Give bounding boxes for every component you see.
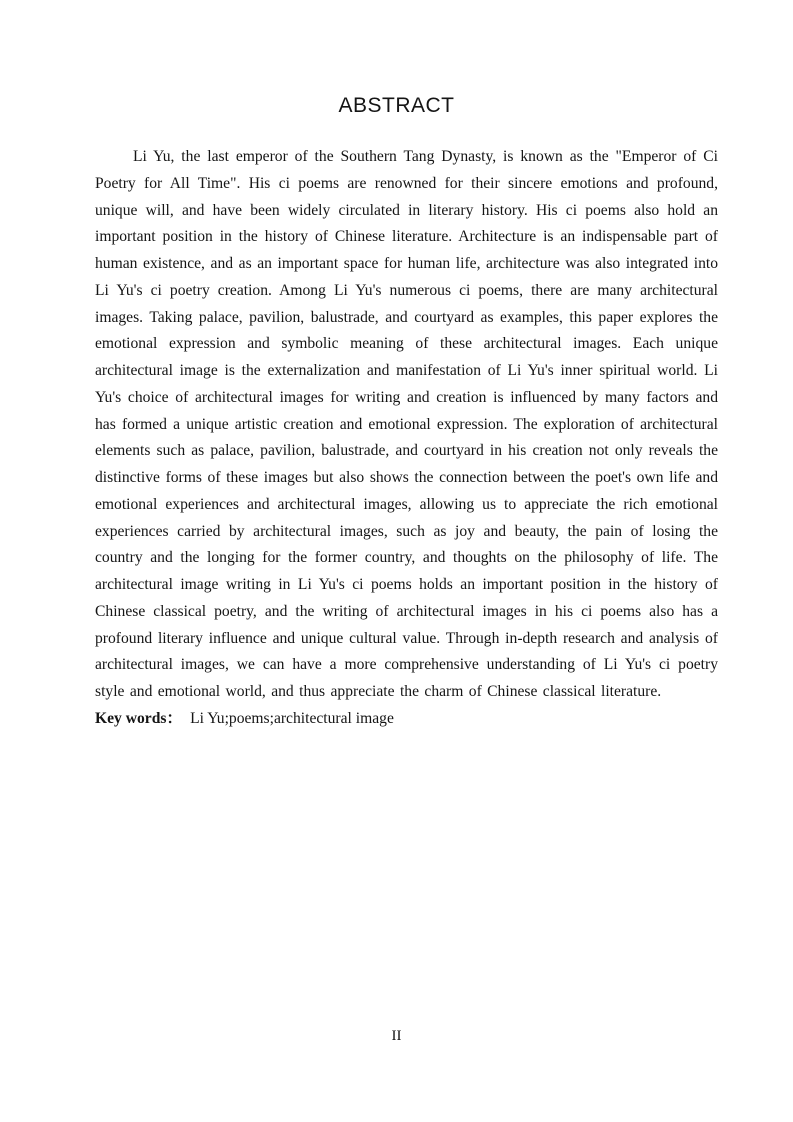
abstract-content bbox=[95, 144, 718, 733]
keywords-value: Li Yu;poems;architectural image bbox=[190, 709, 394, 727]
abstract-paragraph: Li Yu, the last emperor of the Southern Tang Dynasty, is known as the "Emperor of Ci Poetry for All Time". His ci poems are renowned for their sincere emotions and profound, unique will, and have been widely circulated in literary history. His ci poems also hold an important position in the history of Chinese literature. Architecture is an indispensable part of human existence, and as an important space for human life, architecture was also integrated into Li Yu's ci poetry creation. Among Li Yu's numerous ci poems, there are many architectural images. Taking palace, pavilion, balustrade, and courtyard as examples, this paper explores the emotional expression and symbolic meaning of these architectural images. Each unique architectural image is the externalization and manifestation of Li Yu's inner spiritual world. Li Yu's choice of architectural images for writing and creation is influenced by many factors and has formed a unique artistic creation and emotional expression. The exploration of architectural elements such as palace, pavilion, balustrade, and courtyard in his creation not only reveals the distinctive forms of these images but also shows the connection between the poet's own life and emotional experiences and architectural images, allowing us to appreciate the rich emotional experiences carried by architectural images, such as joy and beauty, the pain of losing the country and the longing for the former country, and thoughts on the philosophy of life. The architectural image writing in Li Yu's ci poems holds an important position in the history of Chinese classical poetry, and the writing of architectural images in his ci poems also has a profound literary influence and unique cultural value. Through in-depth research and analysis of architectural images, we can have a more comprehensive understanding of Li Yu's ci poetry style and emotional world, and thus appreciate the charm of Chinese classical literature. bbox=[95, 148, 718, 700]
page-title: ABSTRACT bbox=[338, 94, 455, 117]
keywords-label: Key words： bbox=[95, 709, 183, 727]
keywords-line bbox=[95, 706, 718, 733]
page-number: II bbox=[391, 1028, 402, 1044]
